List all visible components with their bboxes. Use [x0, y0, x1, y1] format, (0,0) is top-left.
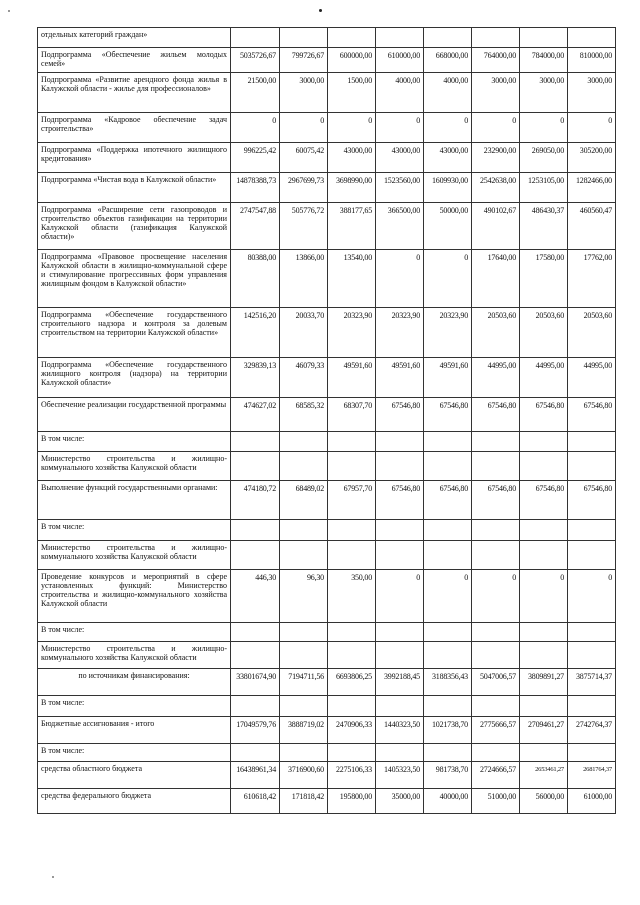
value-cell — [568, 541, 616, 570]
value-cell: 51000,00 — [472, 789, 520, 814]
table-row — [38, 520, 616, 541]
value-cell: 2681764,37 — [568, 762, 616, 789]
value-cell: 2709461,27 — [520, 717, 568, 744]
value-cell: 460560,47 — [568, 203, 616, 250]
value-cell: 17640,00 — [472, 250, 520, 308]
table-row — [38, 541, 616, 570]
value-cell: 142516,20 — [231, 308, 280, 358]
value-cell: 505776,72 — [280, 203, 328, 250]
value-cell — [328, 696, 376, 717]
value-cell: 3992188,45 — [376, 669, 424, 696]
value-cell: 474180,72 — [231, 481, 280, 520]
value-cell: 2967699,73 — [280, 173, 328, 203]
value-cell: 17762,00 — [568, 250, 616, 308]
table-row — [38, 358, 616, 398]
value-cell: 799726,67 — [280, 48, 328, 73]
value-cell — [520, 520, 568, 541]
value-cell: 20033,70 — [280, 308, 328, 358]
value-cell: 68585,32 — [280, 398, 328, 432]
value-cell: 67546,80 — [376, 481, 424, 520]
value-cell: 3875714,37 — [568, 669, 616, 696]
value-cell — [568, 623, 616, 642]
value-cell — [568, 28, 616, 48]
value-cell — [568, 642, 616, 669]
value-cell: 67546,80 — [424, 398, 472, 432]
value-cell — [520, 696, 568, 717]
value-cell: 17049579,76 — [231, 717, 280, 744]
row-label: В том числе: — [38, 432, 231, 452]
value-cell: 20503,60 — [568, 308, 616, 358]
value-cell: 2747547,88 — [231, 203, 280, 250]
value-cell: 3000,00 — [472, 73, 520, 113]
value-cell — [424, 541, 472, 570]
row-label: Подпрограмма «Поддержка ипотечного жилищного кредитования» — [38, 143, 231, 173]
value-cell — [568, 696, 616, 717]
value-cell — [520, 541, 568, 570]
value-cell: 46079,33 — [280, 358, 328, 398]
value-cell — [376, 28, 424, 48]
value-cell — [376, 744, 424, 762]
value-cell — [376, 623, 424, 642]
value-cell: 388177,65 — [328, 203, 376, 250]
row-label: Подпрограмма «Обеспечение государственного строительного надзора и контроля за долевым строительством на территории Калужской области» — [38, 308, 231, 358]
value-cell: 68489,02 — [280, 481, 328, 520]
value-cell: 981738,70 — [424, 762, 472, 789]
value-cell: 5047006,57 — [472, 669, 520, 696]
value-cell: 810000,00 — [568, 48, 616, 73]
value-cell — [231, 623, 280, 642]
value-cell: 5035726,67 — [231, 48, 280, 73]
value-cell: 350,00 — [328, 570, 376, 623]
value-cell: 50000,00 — [424, 203, 472, 250]
value-cell: 329839,13 — [231, 358, 280, 398]
value-cell: 610618,42 — [231, 789, 280, 814]
value-cell: 17580,00 — [520, 250, 568, 308]
value-cell — [472, 696, 520, 717]
table-row — [38, 570, 616, 623]
value-cell: 0 — [328, 113, 376, 143]
value-cell: 20503,60 — [472, 308, 520, 358]
value-cell — [280, 744, 328, 762]
value-cell: 60075,42 — [280, 143, 328, 173]
value-cell: 43000,00 — [328, 143, 376, 173]
value-cell: 610000,00 — [376, 48, 424, 73]
value-cell — [376, 642, 424, 669]
value-cell: 49591,60 — [424, 358, 472, 398]
value-cell: 44995,00 — [472, 358, 520, 398]
row-label: Подпрограмма «Чистая вода в Калужской области» — [38, 173, 231, 203]
row-label: Подпрограмма «Правовое просвещение населения Калужской области в жилищно-коммунальной сфере и стимулирование прогрессивных форм управления жилищным фондом в Калужской области» — [38, 250, 231, 308]
value-cell: 1282466,00 — [568, 173, 616, 203]
value-cell: 61000,00 — [568, 789, 616, 814]
value-cell: 3000,00 — [520, 73, 568, 113]
value-cell: 232900,00 — [472, 143, 520, 173]
value-cell: 2542638,00 — [472, 173, 520, 203]
table-row — [38, 744, 616, 762]
value-cell: 668000,00 — [424, 48, 472, 73]
row-label: В том числе: — [38, 520, 231, 541]
row-label: В том числе: — [38, 623, 231, 642]
value-cell — [280, 520, 328, 541]
value-cell — [376, 541, 424, 570]
value-cell — [424, 432, 472, 452]
value-cell: 0 — [376, 113, 424, 143]
value-cell — [424, 520, 472, 541]
value-cell: 1609930,00 — [424, 173, 472, 203]
value-cell: 13540,00 — [328, 250, 376, 308]
value-cell: 67546,80 — [424, 481, 472, 520]
value-cell: 0 — [376, 250, 424, 308]
value-cell: 20323,90 — [376, 308, 424, 358]
value-cell — [280, 452, 328, 481]
value-cell: 14878388,73 — [231, 173, 280, 203]
value-cell — [280, 541, 328, 570]
value-cell: 56000,00 — [520, 789, 568, 814]
value-cell: 446,30 — [231, 570, 280, 623]
value-cell: 2275106,33 — [328, 762, 376, 789]
table-row — [38, 696, 616, 717]
value-cell — [231, 452, 280, 481]
value-cell: 67546,80 — [472, 481, 520, 520]
value-cell — [472, 623, 520, 642]
value-cell — [280, 696, 328, 717]
value-cell: 0 — [568, 113, 616, 143]
value-cell: 0 — [520, 113, 568, 143]
value-cell — [568, 432, 616, 452]
value-cell — [568, 520, 616, 541]
value-cell — [424, 696, 472, 717]
value-cell — [424, 744, 472, 762]
value-cell: 0 — [424, 570, 472, 623]
value-cell — [520, 28, 568, 48]
value-cell: 67546,80 — [568, 481, 616, 520]
table-row — [38, 481, 616, 520]
value-cell: 784000,00 — [520, 48, 568, 73]
table-row — [38, 73, 616, 113]
table-body — [38, 28, 616, 814]
row-label: Подпрограмма «Кадровое обеспечение задач строительства» — [38, 113, 231, 143]
value-cell: 3809891,27 — [520, 669, 568, 696]
value-cell — [520, 642, 568, 669]
value-cell: 44995,00 — [520, 358, 568, 398]
value-cell: 13866,00 — [280, 250, 328, 308]
value-cell: 4000,00 — [376, 73, 424, 113]
value-cell: 80388,00 — [231, 250, 280, 308]
value-cell: 6693806,25 — [328, 669, 376, 696]
value-cell — [231, 520, 280, 541]
table-row — [38, 113, 616, 143]
value-cell — [280, 623, 328, 642]
scan-speck — [52, 876, 54, 878]
row-label: Подпрограмма «Расширение сети газопроводов и строительство объектов газификации на территории Калужской области (газификация Калужской области)» — [38, 203, 231, 250]
table-row — [38, 173, 616, 203]
value-cell — [376, 520, 424, 541]
value-cell — [231, 744, 280, 762]
value-cell — [568, 744, 616, 762]
value-cell: 0 — [472, 113, 520, 143]
table-row — [38, 308, 616, 358]
value-cell: 3888719,02 — [280, 717, 328, 744]
value-cell: 43000,00 — [424, 143, 472, 173]
value-cell — [280, 28, 328, 48]
table-row — [38, 203, 616, 250]
value-cell: 16438961,34 — [231, 762, 280, 789]
value-cell — [328, 744, 376, 762]
value-cell: 1405323,50 — [376, 762, 424, 789]
value-cell: 764000,00 — [472, 48, 520, 73]
row-label: Министерство строительства и жилищно-коммунального хозяйства Калужской области — [38, 642, 231, 669]
table-row — [38, 432, 616, 452]
value-cell — [520, 744, 568, 762]
value-cell: 195800,00 — [328, 789, 376, 814]
value-cell — [280, 642, 328, 669]
table-row — [38, 669, 616, 696]
value-cell: 1021738,70 — [424, 717, 472, 744]
row-label: Проведение конкурсов и мероприятий в сфере установленных функций: Министерство строительства и жилищно-коммунального хозяйства Калужской области — [38, 570, 231, 623]
value-cell: 1253105,00 — [520, 173, 568, 203]
value-cell — [472, 432, 520, 452]
table-row — [38, 143, 616, 173]
value-cell: 3716900,60 — [280, 762, 328, 789]
value-cell: 1500,00 — [328, 73, 376, 113]
value-cell: 2724666,57 — [472, 762, 520, 789]
scan-speck — [8, 10, 10, 12]
value-cell: 1523560,00 — [376, 173, 424, 203]
value-cell: 67546,80 — [376, 398, 424, 432]
table-row — [38, 48, 616, 73]
value-cell — [328, 28, 376, 48]
value-cell: 20323,90 — [328, 308, 376, 358]
value-cell: 0 — [231, 113, 280, 143]
value-cell: 40000,00 — [424, 789, 472, 814]
value-cell: 2775666,57 — [472, 717, 520, 744]
value-cell: 43000,00 — [376, 143, 424, 173]
value-cell — [472, 541, 520, 570]
value-cell: 1440323,50 — [376, 717, 424, 744]
value-cell — [328, 541, 376, 570]
value-cell: 3698990,00 — [328, 173, 376, 203]
value-cell — [424, 642, 472, 669]
value-cell — [424, 452, 472, 481]
value-cell — [231, 696, 280, 717]
value-cell: 49591,60 — [376, 358, 424, 398]
table-row — [38, 452, 616, 481]
value-cell: 269050,00 — [520, 143, 568, 173]
value-cell: 0 — [472, 570, 520, 623]
value-cell — [328, 642, 376, 669]
row-label: по источникам финансирования: — [38, 669, 231, 696]
value-cell: 366500,00 — [376, 203, 424, 250]
row-label: Бюджетные ассигнования - итого — [38, 717, 231, 744]
value-cell — [472, 642, 520, 669]
row-label: отдельных категорий граждан» — [38, 28, 231, 48]
value-cell: 2470906,33 — [328, 717, 376, 744]
value-cell — [520, 432, 568, 452]
value-cell: 3188356,43 — [424, 669, 472, 696]
value-cell: 600000,00 — [328, 48, 376, 73]
table-row — [38, 623, 616, 642]
row-label: Министерство строительства и жилищно-коммунального хозяйства Калужской области — [38, 541, 231, 570]
value-cell — [472, 28, 520, 48]
value-cell — [520, 623, 568, 642]
value-cell: 0 — [568, 570, 616, 623]
row-label: средства областного бюджета — [38, 762, 231, 789]
value-cell — [424, 28, 472, 48]
row-label: средства федерального бюджета — [38, 789, 231, 814]
value-cell — [328, 520, 376, 541]
value-cell: 0 — [520, 570, 568, 623]
value-cell — [231, 541, 280, 570]
table-row — [38, 762, 616, 789]
value-cell: 33801674,90 — [231, 669, 280, 696]
value-cell: 67546,80 — [568, 398, 616, 432]
value-cell: 68307,70 — [328, 398, 376, 432]
value-cell: 490102,67 — [472, 203, 520, 250]
row-label: Выполнение функций государственными органами: — [38, 481, 231, 520]
table-row — [38, 28, 616, 48]
value-cell — [568, 452, 616, 481]
value-cell — [376, 452, 424, 481]
value-cell: 2653461,27 — [520, 762, 568, 789]
value-cell: 0 — [280, 113, 328, 143]
funding-table — [37, 27, 616, 814]
value-cell — [328, 452, 376, 481]
scan-dot — [319, 9, 322, 12]
value-cell — [280, 432, 328, 452]
value-cell: 305200,00 — [568, 143, 616, 173]
value-cell: 7194711,56 — [280, 669, 328, 696]
value-cell: 35000,00 — [376, 789, 424, 814]
value-cell: 44995,00 — [568, 358, 616, 398]
value-cell — [328, 432, 376, 452]
value-cell: 96,30 — [280, 570, 328, 623]
value-cell — [376, 696, 424, 717]
row-label: Подпрограмма «Обеспечение государственного жилищного контроля (надзора) на территории Калужской области» — [38, 358, 231, 398]
value-cell — [520, 452, 568, 481]
value-cell: 20503,60 — [520, 308, 568, 358]
table-row — [38, 398, 616, 432]
value-cell — [472, 452, 520, 481]
value-cell — [231, 642, 280, 669]
value-cell: 20323,90 — [424, 308, 472, 358]
table-row — [38, 642, 616, 669]
value-cell: 996225,42 — [231, 143, 280, 173]
row-label: Обеспечение реализации государственной программы — [38, 398, 231, 432]
value-cell: 0 — [424, 250, 472, 308]
value-cell: 3000,00 — [280, 73, 328, 113]
row-label: Подпрограмма «Обеспечение жильем молодых семей» — [38, 48, 231, 73]
value-cell — [328, 623, 376, 642]
table-row — [38, 789, 616, 814]
value-cell — [424, 623, 472, 642]
value-cell: 4000,00 — [424, 73, 472, 113]
value-cell: 21500,00 — [231, 73, 280, 113]
value-cell — [231, 28, 280, 48]
value-cell — [376, 432, 424, 452]
table-row — [38, 717, 616, 744]
value-cell — [472, 520, 520, 541]
value-cell: 49591,60 — [328, 358, 376, 398]
row-label: Министерство строительства и жилищно-коммунального хозяйства Калужской области — [38, 452, 231, 481]
value-cell: 67957,70 — [328, 481, 376, 520]
value-cell: 67546,80 — [520, 398, 568, 432]
value-cell: 67546,80 — [472, 398, 520, 432]
table-row — [38, 250, 616, 308]
value-cell: 171818,42 — [280, 789, 328, 814]
value-cell: 474627,02 — [231, 398, 280, 432]
value-cell: 0 — [376, 570, 424, 623]
row-label: В том числе: — [38, 744, 231, 762]
row-label: Подпрограмма «Развитие арендного фонда жилья в Калужской области - жилье для профессионалов» — [38, 73, 231, 113]
value-cell: 486430,37 — [520, 203, 568, 250]
value-cell — [472, 744, 520, 762]
value-cell: 0 — [424, 113, 472, 143]
value-cell — [231, 432, 280, 452]
row-label: В том числе: — [38, 696, 231, 717]
value-cell: 3000,00 — [568, 73, 616, 113]
value-cell: 2742764,37 — [568, 717, 616, 744]
value-cell: 67546,80 — [520, 481, 568, 520]
